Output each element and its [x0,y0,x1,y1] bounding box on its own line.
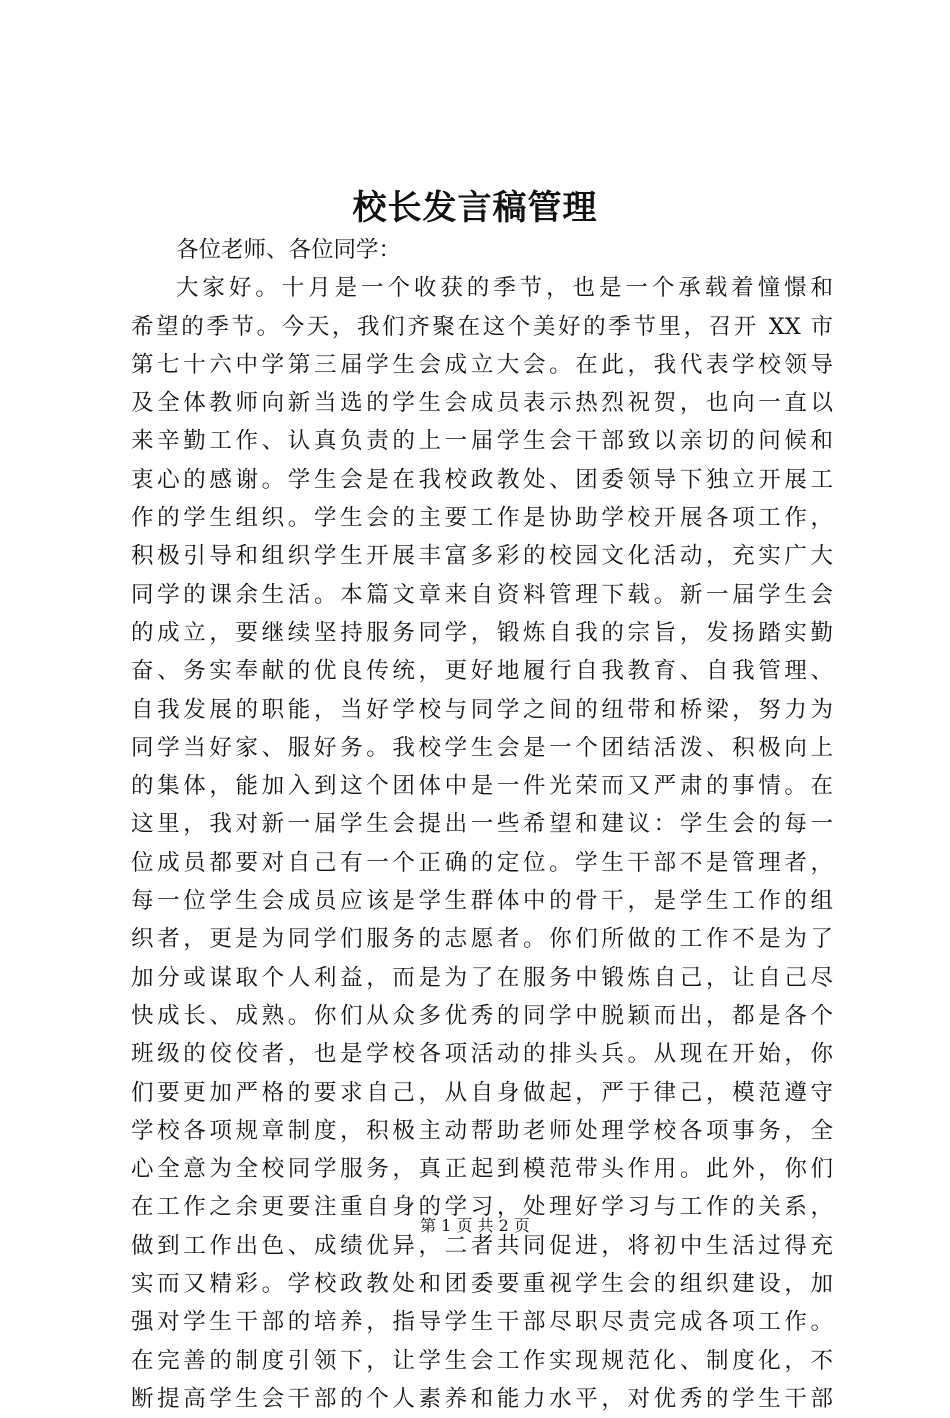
paragraph-line: 断提高学生会干部的个人素养和能力水平，对优秀的学生干部 [131,1385,833,1412]
paragraph-line: 作的学生组织。学生会的主要工作是协助学校开展各项工作， [131,505,833,532]
salutation-line: 各位老师、各位同学： [176,237,402,263]
paragraph-line: 快成长、成熟。你们从众多优秀的同学中脱颖而出，都是各个 [131,1002,833,1029]
paragraph-line: 做到工作出色、成绩优异，二者共同促进，将初中生活过得充 [131,1232,833,1259]
paragraph-line: 积极引导和组织学生开展丰富多彩的校园文化活动，充实广大 [131,543,833,570]
paragraph-line: 学校各项规章制度，积极主动帮助老师处理学校各项事务，全 [131,1117,833,1144]
paragraph-line: 心全意为全校同学服务，真正起到模范带头作用。此外，你们 [131,1156,833,1183]
document-title: 校长发言稿管理 [352,188,598,228]
paragraph-line: 在工作之余更要注重自身的学习，处理好学习与工作的关系， [131,1194,833,1221]
document-body [131,231,833,1418]
paragraph-line: 织者，更是为同学们服务的志愿者。你们所做的工作不是为了 [131,926,833,953]
paragraph-line: 每一位学生会成员应该是学生群体中的骨干，是学生工作的组 [131,888,833,915]
paragraph-line: 这里，我对新一届学生会提出一些希望和建议：学生会的每一 [131,811,833,838]
paragraph-line: 来辛勤工作、认真负责的上一届学生会干部致以亲切的问候和 [131,428,833,455]
paragraph-line: 衷心的感谢。学生会是在我校政教处、团委领导下独立开展工 [131,466,833,493]
paragraph-line: 第七十六中学第三届学生会成立大会。在此，我代表学校领导 [131,351,833,378]
paragraph-line: 班级的佼佼者，也是学校各项活动的排头兵。从现在开始，你 [131,1041,833,1068]
paragraph-line: 同学的课余生活。本篇文章来自资料管理下载。新一届学生会 [131,581,833,608]
paragraph-line: 自我发展的职能，当好学校与同学之间的纽带和桥梁，努力为 [131,696,833,723]
paragraph-line: 希望的季节。今天，我们齐聚在这个美好的季节里，召开 XX 市 [131,313,833,340]
paragraph-line: 的成立，要继续坚持服务同学，锻炼自我的宗旨，发扬踏实勤 [131,619,833,646]
paragraph-line: 加分或谋取个人利益，而是为了在服务中锻炼自己，让自己尽 [131,964,833,991]
paragraph-line: 位成员都要对自己有一个正确的定位。学生干部不是管理者， [131,849,833,876]
paragraph-line: 奋、务实奉献的优良传统，更好地履行自我教育、自我管理、 [131,658,833,685]
paragraph-line: 强对学生干部的培养，指导学生干部尽职尽责完成各项工作。 [131,1309,833,1336]
page-number-footer: 第 1 页 共 2 页 [420,1216,530,1235]
paragraph-line: 大家好。十月是一个收获的季节，也是一个承载着憧憬和 [176,275,833,302]
paragraph-line: 们要更加严格的要求自己，从自身做起，严于律己，模范遵守 [131,1079,833,1106]
paragraph-line: 实而又精彩。学校政教处和团委要重视学生会的组织建设，加 [131,1271,833,1298]
paragraph-line: 及全体教师向新当选的学生会成员表示热烈祝贺，也向一直以 [131,390,833,417]
paragraph-line: 同学当好家、服好务。我校学生会是一个团结活泼、积极向上 [131,734,833,761]
paragraph-line: 在完善的制度引领下，让学生会工作实现规范化、制度化，不 [131,1347,833,1374]
paragraph-line: 的集体，能加入到这个团体中是一件光荣而又严肃的事情。在 [131,773,833,800]
